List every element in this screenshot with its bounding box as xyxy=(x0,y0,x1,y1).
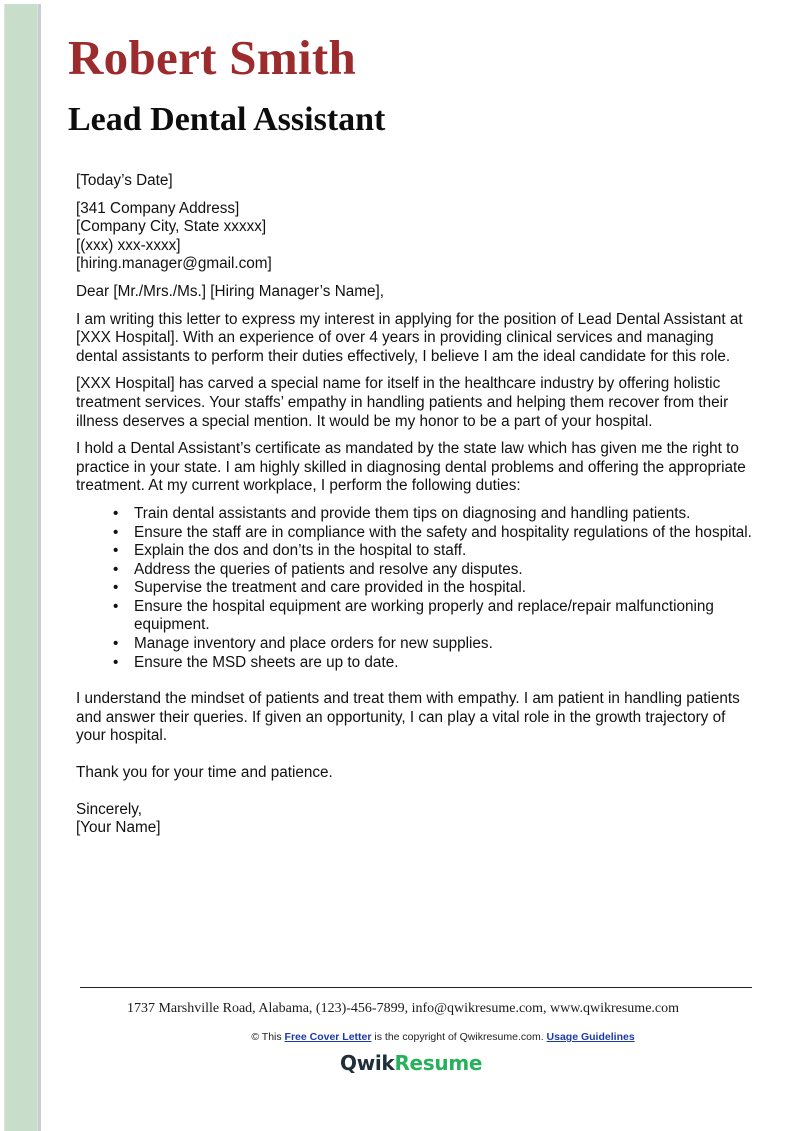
signature-name: [Your Name] xyxy=(76,819,161,837)
sign-off: Sincerely, xyxy=(76,800,143,818)
list-item xyxy=(76,579,756,598)
footer-contact-info: 1737 Marshville Road, Alabama, (123)-456-7899, info@qwikresume.com, www.qwikresume.com xyxy=(126,1001,680,1016)
bullet-icon: • xyxy=(113,523,119,541)
thanks-line: Thank you for your time and patience. xyxy=(76,764,333,782)
recipient-address xyxy=(76,200,756,274)
paragraph-closing: I understand the mindset of patients and treat them with empathy. I am patient in handling patients and answer their queries. If given an opportunity, I can play a vital role in the growth trajectory of your hospital. xyxy=(76,690,740,745)
company-phone: [(xxx) xxx-xxxx] xyxy=(76,236,181,254)
job-title: Lead Dental Assistant xyxy=(68,101,386,138)
date: [Today’s Date] xyxy=(76,172,173,189)
paragraph-intro: I am writing this letter to express my interest in applying for the position of Lead Dental Assistant at [XXX Hospital]. With an experience of over 4 years in providing clinical services and managing dental assistants to perform their duties effectively, I believe I am the ideal candidate for this role. xyxy=(76,310,743,365)
logo-resume-text: Resume xyxy=(394,1051,483,1075)
duty-text: Ensure the hospital equipment are working properly and replace/repair malfunctioning equipment. xyxy=(134,597,714,634)
list-item xyxy=(76,561,756,580)
duty-text: Explain the dos and don’ts in the hospital to staff. xyxy=(134,542,467,560)
list-item xyxy=(76,654,756,673)
bullet-icon: • xyxy=(113,579,119,597)
list-item xyxy=(76,598,756,635)
salutation: Dear [Mr./Mrs./Ms.] [Hiring Manager’s Name], xyxy=(76,282,384,300)
company-address: [341 Company Address] xyxy=(76,199,240,217)
bullet-icon: • xyxy=(113,504,119,522)
copyright-prefix: © This xyxy=(251,1031,285,1043)
hiring-manager-email: [hiring.manager@gmail.com] xyxy=(76,255,272,273)
duty-text: Ensure the staff are in compliance with the safety and hospitality regulations of the hospital. xyxy=(134,523,752,541)
letter-body xyxy=(76,172,756,838)
usage-guidelines-link[interactable]: Usage Guidelines xyxy=(546,1031,635,1043)
bullet-icon: • xyxy=(113,653,119,671)
company-city-state: [Company City, State xxxxx] xyxy=(76,218,267,236)
list-item xyxy=(76,505,756,524)
paragraph-hospital: [XXX Hospital] has carved a special name for itself in the healthcare industry by offering holistic treatment services. Your staffs’ empathy in handling patients and helping them recover from their illness deserves a special mention. It would be my honor to be a part of your hospital. xyxy=(76,375,729,430)
logo-qwik-text: Qwik xyxy=(340,1051,395,1075)
bullet-icon: • xyxy=(113,542,119,560)
date-block xyxy=(76,172,756,191)
duty-text: Supervise the treatment and care provided in the hospital. xyxy=(134,579,527,597)
qwikresume-logo[interactable] xyxy=(340,1051,482,1075)
free-cover-letter-link[interactable]: Free Cover Letter xyxy=(284,1031,372,1043)
copyright-notice xyxy=(0,1031,800,1043)
duties-list xyxy=(76,505,756,672)
decorative-side-rule xyxy=(38,4,41,1131)
duty-text: Manage inventory and place orders for new supplies. xyxy=(134,635,493,653)
decorative-side-strip xyxy=(4,4,39,1131)
duty-text: Address the queries of patients and resolve any disputes. xyxy=(134,560,523,578)
bullet-icon: • xyxy=(113,560,119,578)
list-item xyxy=(76,542,756,561)
footer-divider xyxy=(80,987,752,988)
duty-text: Ensure the MSD sheets are up to date. xyxy=(134,653,399,671)
copyright-middle: is the copyright of Qwikresume.com. xyxy=(371,1031,547,1043)
bullet-icon: • xyxy=(113,597,119,615)
paragraph-qualifications: I hold a Dental Assistant’s certificate as mandated by the state law which has given me the right to practice in your state. I am highly skilled in diagnosing dental problems and offering the appropriate treatment. At my current workplace, I perform the following duties: xyxy=(76,440,746,495)
list-item xyxy=(76,524,756,543)
applicant-name: Robert Smith xyxy=(68,30,357,85)
signature-block xyxy=(76,801,756,838)
bullet-icon: • xyxy=(113,635,119,653)
duty-text: Train dental assistants and provide them tips on diagnosing and handling patients. xyxy=(134,504,691,522)
list-item xyxy=(76,635,756,654)
